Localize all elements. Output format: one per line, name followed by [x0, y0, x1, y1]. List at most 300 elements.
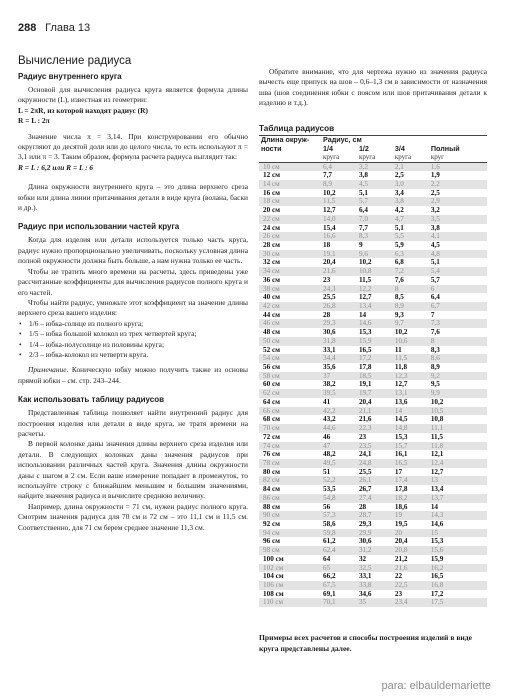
- table-row: [259, 433, 487, 442]
- cell-radius: 21,2: [393, 555, 429, 564]
- cell-radius: 23: [393, 590, 429, 599]
- cell-length: 88 см: [259, 503, 321, 512]
- cell-radius: 16,5: [393, 459, 429, 468]
- cell-radius: 6: [429, 285, 487, 294]
- table-row: [259, 398, 487, 407]
- table-row: [259, 171, 487, 180]
- cell-radius: 67,5: [321, 581, 357, 590]
- cell-radius: 13,4: [357, 302, 393, 311]
- cell-radius: 1,9: [429, 171, 487, 180]
- cell-length: 42 см: [259, 302, 321, 311]
- cell-radius: 9,5: [429, 380, 487, 389]
- cell-radius: 12,4: [429, 459, 487, 468]
- cell-radius: 7,7: [321, 171, 357, 180]
- cell-radius: 23: [321, 276, 357, 285]
- cell-length: 24 см: [259, 224, 321, 233]
- col-header-full: Полный: [430, 143, 460, 153]
- table-row: [259, 503, 487, 512]
- cell-radius: 28,7: [357, 511, 393, 520]
- cell-length: 22 см: [259, 215, 321, 224]
- cell-radius: 11,5: [393, 354, 429, 363]
- cell-length: 28 см: [259, 241, 321, 250]
- cell-radius: 11,5: [357, 276, 393, 285]
- cell-radius: 14: [357, 311, 393, 320]
- cell-radius: 18,5: [357, 372, 393, 381]
- table-row: [259, 555, 487, 564]
- cell-length: 84 см: [259, 485, 321, 494]
- cell-length: 38 см: [259, 285, 321, 294]
- cell-radius: 12,2: [357, 285, 393, 294]
- cell-radius: 6,7: [429, 302, 487, 311]
- cell-radius: 10,6: [393, 337, 429, 346]
- cell-radius: 33,1: [321, 346, 357, 355]
- cell-radius: 12,7: [429, 468, 487, 477]
- cell-radius: 11,5: [429, 433, 487, 442]
- cell-radius: 8: [393, 285, 429, 294]
- col-header-length: Длина окруж-ности: [259, 136, 321, 154]
- bottom-note: Примеры всех расчетов и способы построения изделий в виде круга представлены далее.: [259, 633, 473, 653]
- table-row: [259, 590, 487, 599]
- table-row: [259, 206, 487, 215]
- table-row: [259, 250, 487, 259]
- cell-length: 102 см: [259, 564, 321, 573]
- cell-length: 78 см: [259, 459, 321, 468]
- table-row: [259, 546, 487, 555]
- cell-radius: 59,8: [321, 529, 357, 538]
- col-sub: круга: [393, 153, 429, 162]
- table-row: [259, 476, 487, 485]
- table-row: [259, 180, 487, 189]
- table-row: [259, 293, 487, 302]
- cell-radius: 19,1: [357, 380, 393, 389]
- cell-radius: 17,4: [393, 476, 429, 485]
- cell-length: 10 см: [259, 162, 321, 171]
- table-title: Таблица радиусов: [259, 124, 335, 133]
- paragraph: Чтобы найти радиус, умножьте этот коэффициент на значение длины верхнего среза вашего изделия:: [18, 297, 248, 318]
- cell-radius: 16,6: [321, 232, 357, 241]
- cell-radius: 29,9: [357, 529, 393, 538]
- cell-radius: 14,6: [357, 319, 393, 328]
- table-row: [259, 380, 487, 389]
- cell-radius: 29,3: [357, 520, 393, 529]
- cell-radius: 22: [393, 572, 429, 581]
- page-header: [18, 22, 90, 34]
- cell-radius: 56: [321, 503, 357, 512]
- cell-radius: 15,7: [393, 442, 429, 451]
- cell-radius: 10,8: [357, 267, 393, 276]
- note: Примечание. Коническую юбку можно получить также из основы прямой юбки – см. стр. 243–244.: [18, 365, 248, 385]
- table-row: [259, 346, 487, 355]
- cell-length: 74 см: [259, 442, 321, 451]
- left-column: [18, 54, 248, 533]
- table-row: [259, 424, 487, 433]
- cell-radius: 25,5: [321, 293, 357, 302]
- table-row: [259, 537, 487, 546]
- formula-radius-rounded: R = L : 6,2 или R = L : 6: [18, 162, 94, 172]
- cell-length: 106 см: [259, 581, 321, 590]
- cell-radius: 17,2: [429, 590, 487, 599]
- cell-radius: 15,3: [429, 537, 487, 546]
- cell-radius: 26,7: [357, 485, 393, 494]
- table-row: [259, 302, 487, 311]
- col-header-half: 1/2: [358, 143, 369, 153]
- cell-radius: 3,5: [429, 215, 487, 224]
- cell-radius: 12,7: [357, 293, 393, 302]
- table-row: [259, 598, 487, 607]
- cell-radius: 42,2: [321, 407, 357, 416]
- list-item: • 1/4 – юбка-полусолнце из половины круга;: [18, 340, 248, 350]
- cell-length: 96 см: [259, 537, 321, 546]
- cell-radius: 13,1: [393, 389, 429, 398]
- cell-radius: 10,2: [429, 398, 487, 407]
- cell-length: 60 см: [259, 380, 321, 389]
- cell-radius: 20,4: [357, 398, 393, 407]
- table-row: [259, 450, 487, 459]
- cell-radius: 10,2: [357, 258, 393, 267]
- cell-radius: 5,1: [429, 258, 487, 267]
- cell-radius: 26,8: [321, 302, 357, 311]
- cell-radius: 14: [393, 407, 429, 416]
- cell-radius: 10,2: [321, 189, 357, 198]
- cell-radius: 9,2: [429, 372, 487, 381]
- col-header-three-quarter: 3/4: [394, 143, 405, 153]
- cell-length: 104 см: [259, 572, 321, 581]
- cell-radius: 21,6: [357, 415, 393, 424]
- cell-length: 66 см: [259, 407, 321, 416]
- cell-length: 76 см: [259, 450, 321, 459]
- cell-radius: 12,7: [393, 380, 429, 389]
- cell-radius: 23,4: [393, 598, 429, 607]
- cell-radius: 2,5: [429, 189, 487, 198]
- table-row: [259, 407, 487, 416]
- cell-radius: 5,9: [393, 241, 429, 250]
- table-row: [259, 442, 487, 451]
- cell-radius: 65: [321, 564, 357, 573]
- cell-radius: 24,3: [321, 285, 357, 294]
- cell-radius: 46: [321, 433, 357, 442]
- cell-length: 64 см: [259, 398, 321, 407]
- col-sub: круга: [321, 153, 357, 162]
- cell-radius: 5,5: [393, 232, 429, 241]
- cell-radius: 6,4: [321, 162, 357, 171]
- cell-radius: 23: [357, 433, 393, 442]
- cell-radius: 5,4: [429, 267, 487, 276]
- cell-radius: 5,7: [357, 197, 393, 206]
- chapter-title: Глава 13: [45, 22, 91, 34]
- col-sub: круг: [429, 153, 487, 162]
- cell-radius: 43,2: [321, 415, 357, 424]
- heading-circle-parts: Радиус при использовании частей круга: [18, 222, 180, 232]
- cell-radius: 9,6: [357, 250, 393, 259]
- cell-radius: 14,8: [393, 424, 429, 433]
- cell-length: 54 см: [259, 354, 321, 363]
- cell-radius: 2,5: [393, 171, 429, 180]
- cell-radius: 61,2: [321, 537, 357, 546]
- cell-radius: 44,6: [321, 424, 357, 433]
- cell-radius: 20,8: [393, 546, 429, 555]
- cell-radius: 25,5: [357, 468, 393, 477]
- table-row: [259, 415, 487, 424]
- cell-radius: 30,6: [321, 328, 357, 337]
- cell-radius: 4,7: [393, 215, 429, 224]
- cell-radius: 31,8: [321, 337, 357, 346]
- cell-radius: 48,2: [321, 450, 357, 459]
- cell-length: 70 см: [259, 424, 321, 433]
- cell-length: 92 см: [259, 520, 321, 529]
- cell-radius: 51: [321, 468, 357, 477]
- cell-length: 44 см: [259, 311, 321, 320]
- table-row: [259, 363, 487, 372]
- cell-radius: 12,3: [393, 372, 429, 381]
- table-row: [259, 372, 487, 381]
- table-body: [259, 162, 487, 607]
- cell-radius: 17,5: [429, 598, 487, 607]
- cell-radius: 15,3: [357, 328, 393, 337]
- cell-radius: 9: [357, 241, 393, 250]
- cell-radius: 3,2: [357, 162, 393, 171]
- paragraph: Представленная таблица позволяет найти внутренний радиус для построения изделия или детали в виде круга, не тратя времени на расчеты.: [18, 408, 248, 438]
- cell-radius: 2,9: [429, 197, 487, 206]
- cell-radius: 3,2: [429, 206, 487, 215]
- table-row: [259, 485, 487, 494]
- cell-radius: 16,5: [429, 572, 487, 581]
- table-row: [259, 529, 487, 538]
- cell-radius: 6,8: [393, 258, 429, 267]
- paragraph: Когда для изделия или детали используется только часть круга, радиус нужно пропорционально увеличивать, поскольку условная длина полной окружности должна быть больше, а нам нужна только ее часть.: [18, 235, 248, 266]
- table-row: [259, 459, 487, 468]
- cell-radius: 4,5: [357, 180, 393, 189]
- cell-radius: 11: [393, 346, 429, 355]
- cell-radius: 14,0: [321, 215, 357, 224]
- cell-radius: 39,5: [321, 389, 357, 398]
- cell-length: 50 см: [259, 337, 321, 346]
- cell-radius: 30,6: [357, 537, 393, 546]
- watermark: para: elbauldemariette: [381, 680, 491, 692]
- table-row: [259, 468, 487, 477]
- table-row: [259, 511, 487, 520]
- cell-radius: 26,1: [357, 476, 393, 485]
- cell-radius: 14: [429, 503, 487, 512]
- cell-radius: 14,6: [429, 520, 487, 529]
- table-row: [259, 215, 487, 224]
- cell-radius: 9,7: [393, 319, 429, 328]
- cell-radius: 32: [357, 555, 393, 564]
- cell-radius: 11,5: [321, 197, 357, 206]
- cell-length: 16 см: [259, 189, 321, 198]
- cell-length: 52 см: [259, 346, 321, 355]
- cell-radius: 53,5: [321, 485, 357, 494]
- cell-radius: 32,5: [357, 564, 393, 573]
- cell-length: 58 см: [259, 372, 321, 381]
- table-row: [259, 572, 487, 581]
- table-row: [259, 319, 487, 328]
- table-row: [259, 267, 487, 276]
- cell-radius: 70,1: [321, 598, 357, 607]
- paragraph: В первой колонке даны значения длины верхнего среза изделия или детали. В следующих колонках даны значения радиусов при использовании различных частей круга. Значения длины окружности даны с шагом в 2 см. Если ваше измерение попадает в промежуток, то используйте строку с ближайшим меньшим и большим значениями, найдите значения радиуса и вычислите среднюю величину.: [18, 439, 248, 501]
- heading-inner-radius: Радиус внутреннего круга: [18, 72, 122, 81]
- cell-radius: 28: [357, 503, 393, 512]
- cell-length: 86 см: [259, 494, 321, 503]
- cell-length: 34 см: [259, 267, 321, 276]
- cell-radius: 19,1: [321, 250, 357, 259]
- cell-radius: 18,2: [393, 494, 429, 503]
- cell-radius: 4,5: [429, 241, 487, 250]
- cell-radius: 15,4: [321, 224, 357, 233]
- table-row: [259, 337, 487, 346]
- cell-radius: 57,3: [321, 511, 357, 520]
- col-header-quarter: 1/4: [323, 143, 333, 153]
- cell-radius: 35: [357, 598, 393, 607]
- table-row: [259, 389, 487, 398]
- cell-radius: 3,0: [393, 180, 429, 189]
- formula-radius: R = L : 2π: [18, 116, 50, 126]
- cell-radius: 16,1: [393, 450, 429, 459]
- paragraph: Основой для вычисления радиуса круга является формула длины окружности (L), известная из геометрии:: [18, 85, 248, 105]
- list-item: • 1/6 – юбка-солнце из полного круга;: [18, 319, 248, 329]
- cell-radius: 9,3: [393, 311, 429, 320]
- cell-radius: 17: [393, 468, 429, 477]
- cell-radius: 7,7: [357, 224, 393, 233]
- heading-how-to-use-table: Как использовать таблицу радиусов: [18, 395, 165, 405]
- cell-radius: 9,9: [429, 389, 487, 398]
- cell-radius: 24,8: [357, 459, 393, 468]
- cell-radius: 15,9: [357, 337, 393, 346]
- cell-radius: 5,1: [393, 224, 429, 233]
- cell-length: 18 см: [259, 197, 321, 206]
- cell-radius: 33,1: [357, 572, 393, 581]
- cell-radius: 14,5: [393, 415, 429, 424]
- cell-radius: 33,8: [357, 581, 393, 590]
- cell-radius: 20: [393, 529, 429, 538]
- section-title: Вычисление радиуса: [18, 55, 132, 67]
- cell-radius: 15,3: [393, 433, 429, 442]
- cell-length: 14 см: [259, 180, 321, 189]
- cell-length: 94 см: [259, 529, 321, 538]
- cell-radius: 8,3: [357, 232, 393, 241]
- cell-radius: 15,6: [429, 546, 487, 555]
- paragraph: Например, длина окружности = 71 см, нужен радиус полного круга. Смотрим значения радиуса для 70 см и 72 см – это 11,1 см и 11,5 см. Соответственно, для 71 см берем среднее значение 11,3 см.: [18, 501, 248, 532]
- cell-radius: 38,2: [321, 380, 357, 389]
- cell-radius: 22,5: [393, 581, 429, 590]
- cell-radius: 7,2: [393, 267, 429, 276]
- cell-radius: 11,8: [393, 363, 429, 372]
- cell-radius: 4,2: [393, 206, 429, 215]
- cell-length: 26 см: [259, 232, 321, 241]
- cell-radius: 7,6: [393, 276, 429, 285]
- cell-radius: 28: [321, 311, 357, 320]
- col-group-radius: Радиус, см: [321, 136, 487, 145]
- cell-radius: 19,5: [393, 520, 429, 529]
- cell-radius: 12,1: [429, 450, 487, 459]
- cell-radius: 7,3: [429, 319, 487, 328]
- cell-radius: 4,1: [429, 232, 487, 241]
- cell-radius: 1,6: [429, 162, 487, 171]
- cell-length: 40 см: [259, 293, 321, 302]
- table-row: [259, 189, 487, 198]
- cell-radius: 41: [321, 398, 357, 407]
- cell-length: 62 см: [259, 389, 321, 398]
- cell-radius: 22,3: [357, 424, 393, 433]
- cell-radius: 8,5: [393, 293, 429, 302]
- cell-radius: 17,8: [357, 363, 393, 372]
- list-item: • 1/5 – юбка большой колокол из трех четвертей круга;: [18, 329, 248, 339]
- radius-table-wrap: [259, 135, 487, 607]
- cell-radius: 10,8: [429, 415, 487, 424]
- cell-radius: 12,7: [321, 206, 357, 215]
- cell-radius: 3,8: [429, 224, 487, 233]
- table-row: [259, 328, 487, 337]
- cell-radius: 54,8: [321, 494, 357, 503]
- paragraph: Чтобы не тратить много времени на расчеты, здесь приведены уже рассчитанные коэффициенты для вычисления радиусов полного круга и его частей.: [18, 266, 248, 297]
- cell-length: 12 см: [259, 171, 321, 180]
- cell-length: 108 см: [259, 590, 321, 599]
- cell-radius: 2,1: [393, 162, 429, 171]
- cell-radius: 47: [321, 442, 357, 451]
- cell-length: 82 см: [259, 476, 321, 485]
- cell-radius: 19: [393, 511, 429, 520]
- cell-radius: 13,7: [429, 494, 487, 503]
- cell-radius: 8,9: [321, 180, 357, 189]
- cell-length: 90 см: [259, 511, 321, 520]
- table-row: [259, 224, 487, 233]
- cell-radius: 11,1: [429, 424, 487, 433]
- cell-radius: 4,8: [429, 250, 487, 259]
- table-row: [259, 162, 487, 171]
- cell-radius: 21,1: [357, 407, 393, 416]
- cell-radius: 20,4: [393, 537, 429, 546]
- cell-radius: 14,3: [429, 511, 487, 520]
- cell-radius: 13,6: [393, 398, 429, 407]
- table-row: [259, 258, 487, 267]
- cell-radius: 16,8: [429, 581, 487, 590]
- cell-radius: 5,1: [357, 189, 393, 198]
- page-number: 288: [18, 22, 37, 34]
- cell-radius: 18,6: [393, 503, 429, 512]
- cell-length: 48 см: [259, 328, 321, 337]
- cell-length: 80 см: [259, 468, 321, 477]
- cell-radius: 5,7: [429, 276, 487, 285]
- table-row: [259, 354, 487, 363]
- cell-radius: 3,8: [357, 171, 393, 180]
- cell-radius: 15: [429, 529, 487, 538]
- table-row: [259, 311, 487, 320]
- cell-length: 56 см: [259, 363, 321, 372]
- cell-radius: 7,0: [357, 215, 393, 224]
- cell-radius: 8,9: [429, 363, 487, 372]
- cell-radius: 29,3: [321, 319, 357, 328]
- cell-radius: 52,2: [321, 476, 357, 485]
- cell-radius: 16,5: [357, 346, 393, 355]
- cell-radius: 18: [321, 241, 357, 250]
- cell-radius: 13,4: [429, 485, 487, 494]
- cell-radius: 3,8: [393, 197, 429, 206]
- cell-length: 98 см: [259, 546, 321, 555]
- table-row: [259, 276, 487, 285]
- cell-length: 20 см: [259, 206, 321, 215]
- cell-radius: 8,9: [393, 302, 429, 311]
- cell-radius: 34,4: [321, 354, 357, 363]
- table-row: [259, 232, 487, 241]
- radius-table: [259, 135, 487, 607]
- cell-radius: 19,7: [357, 389, 393, 398]
- cell-radius: 69,1: [321, 590, 357, 599]
- paragraph: Длина окружности внутреннего круга – это длина верхнего среза юбки или длина линии притачивания детали в виде круга (волана, баски и др.).: [18, 182, 248, 213]
- cell-length: 72 см: [259, 433, 321, 442]
- cell-radius: 6,3: [393, 250, 429, 259]
- cell-radius: 8,6: [429, 354, 487, 363]
- cell-radius: 34,6: [357, 590, 393, 599]
- paragraph: Значение числа π = 3,14. При конструировании его обычно округляют до десятой доли или до целого числа, то есть используют π = 3,1 или π = 3. Таким образом, формула расчета радиуса выглядит так:: [18, 131, 248, 162]
